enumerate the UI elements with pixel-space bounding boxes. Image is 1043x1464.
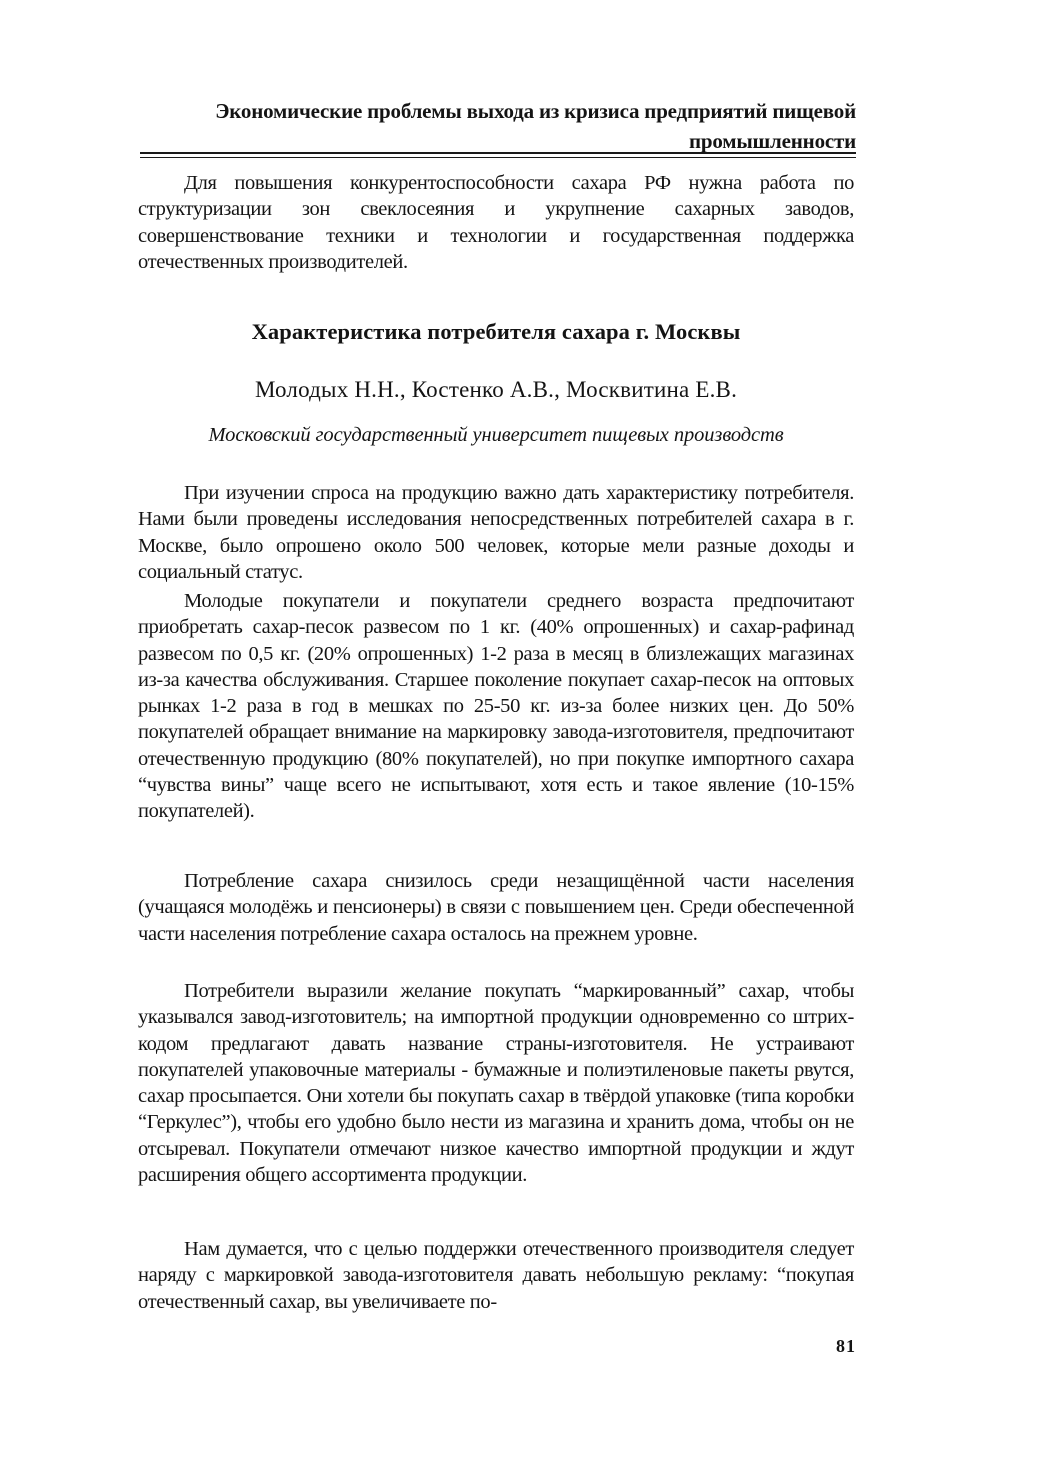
intro-paragraph: Для повышения конкурентоспособности сахара РФ нужна работа по структуризации зон свеклосеяния и укрупнение сахарных заводов, совершенствование техники и технологии и государственная поддержка отечественных производителей.	[138, 172, 854, 273]
header-rule-thick	[140, 152, 856, 154]
running-header-title: Экономические проблемы выхода из кризиса предприятий пищевой промышленности	[215, 99, 856, 153]
body-paragraph-5: Нам думается, что с целью поддержки отечественного производителя следует наряду с маркировкой завода-изготовителя давать небольшую рекламу: “покупая отечественный сахар, вы увеличиваете по-	[138, 1238, 854, 1313]
article-title: Характеристика потребителя сахара г. Москвы	[251, 319, 741, 344]
article-authors: Молодых Н.Н., Костенко А.В., Москвитина Е.В.	[254, 377, 738, 402]
body-paragraph-4: Потребители выразили желание покупать “маркированный” сахар, чтобы указывался завод-изготовитель; на импортной продукции одновременно со штрих-кодом предлагают давать название страны-изготовителя. Не устраивают покупателей упаковочные материалы - бумажные и полиэтиленовые пакеты рвутся, сахар просыпается. Они хотели бы покупать сахар в твёрдой упаковке (типа коробки “Геркулес”), чтобы его удобно было нести из магазина и хранить дома, чтобы он не отсыревал. Покупатели отмечают низкое качество импортной продукции и ждут расширения общего ассортимента продукции.	[138, 980, 854, 1187]
header-rule-thin	[140, 157, 856, 158]
body-paragraph-2: Молодые покупатели и покупатели среднего возраста предпочитают приобретать сахар-песок развесом по 1 кг. (40% опрошенных) и сахар-рафинад развесом по 0,5 кг. (20% опрошенных) 1-2 раза в месяц в близлежащих магазинах из-за качества обслуживания. Старшее поколение покупает сахар-песок на оптовых рынках 1-2 раза в год в мешках по 25-50 кг. из-за более низких цен. До 50% покупателей обращает внимание на маркировку завода-изготовителя, предпочитают отечественную продукцию (80% покупателей), но при покупке импортного сахара “чувства вины” чаще всего не испытывают, хотя есть и такое явление (10-15% покупателей).	[138, 590, 854, 823]
body-paragraph-1: При изучении спроса на продукцию важно дать характеристику потребителя. Нами были проведены исследования непосредственных потребителей сахара в г. Москве, было опрошено около 500 человек, которые мели разные доходы и социальный статус.	[138, 482, 854, 583]
body-paragraph-3: Потребление сахара снизилось среди незащищённой части населения (учащаяся молодёжь и пенсионеры) в связи с повышением цен. Среди обеспеченной части населения потребление сахара осталось на прежнем уровне.	[138, 870, 854, 945]
page-number: 81	[836, 1336, 856, 1356]
article-affiliation: Московский государственный университет пищевых производств	[208, 424, 784, 446]
